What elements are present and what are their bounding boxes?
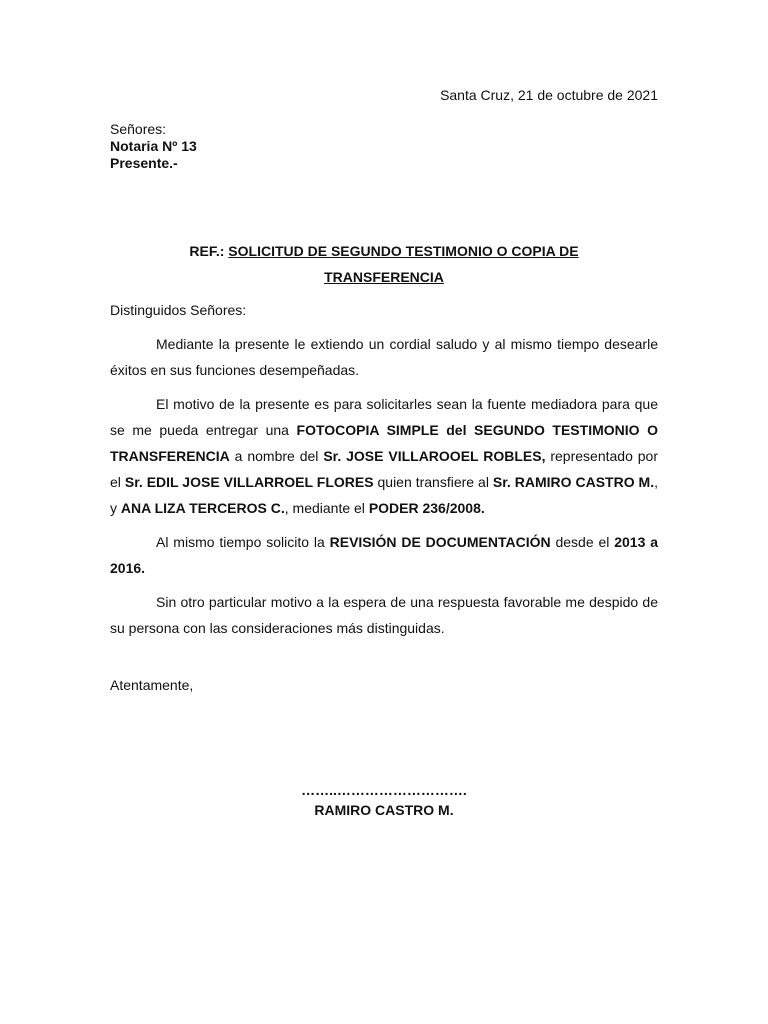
p3-text-1: Al mismo tiempo solicito la xyxy=(156,534,330,550)
reference-line xyxy=(110,238,658,290)
p3-text-2: desde el xyxy=(550,534,615,550)
p2-text-6: , mediante el xyxy=(284,500,369,516)
salutation-to: Señores: xyxy=(110,121,167,137)
addressee-present: Presente.- xyxy=(110,155,178,171)
paragraph-3 xyxy=(110,529,658,581)
letter-date: Santa Cruz, 21 de octubre de 2021 xyxy=(440,87,658,103)
p2-text-3: representado por el xyxy=(110,448,658,490)
p2-bold-3: Sr. EDIL JOSE VILLARROEL FLORES xyxy=(124,474,374,490)
addressee-name: Notaria Nº 13 xyxy=(110,138,197,154)
signature-block xyxy=(0,780,768,820)
p2-text-1: El motivo de la presente es para solicitarles sean la fuente mediadora para que se me pueda entregar una xyxy=(110,396,658,438)
paragraph-2 xyxy=(110,391,658,521)
paragraph-4: Sin otro particular motivo a la espera de una respuesta favorable me despido de su persona con las consideraciones más distinguidas. xyxy=(110,594,658,636)
ref-subject-line1: SOLICITUD DE SEGUNDO TESTIMONIO O COPIA DE xyxy=(228,243,579,259)
p2-bold-2: Sr. JOSE VILLAROOEL ROBLES, xyxy=(323,448,546,464)
p2-bold-5: ANA LIZA TERCEROS C. xyxy=(120,500,285,516)
p3-bold-1: REVISIÓN DE DOCUMENTACIÓN xyxy=(329,534,551,550)
closing: Atentamente, xyxy=(110,677,194,693)
paragraph-1: Mediante la presente le extiendo un cordial saludo y al mismo tiempo desearle éxitos en sus funciones desempeñadas. xyxy=(110,336,658,378)
p2-text-5: , y xyxy=(110,474,658,516)
p2-text-2: a nombre del xyxy=(229,448,324,464)
signature-name: RAMIRO CASTRO M. xyxy=(314,802,454,818)
ref-label: REF.: xyxy=(189,243,225,259)
p2-bold-1: FOTOCOPIA SIMPLE del SEGUNDO TESTIMONIO O TRANSFERENCIA xyxy=(110,422,658,464)
p2-bold-6: PODER 236/2008. xyxy=(368,500,485,516)
p2-text-4: quien transfiere al xyxy=(373,474,493,490)
addressee-block xyxy=(110,121,197,172)
p3-bold-2: 2013 a 2016. xyxy=(110,534,658,576)
signature-line: ……..………………………. xyxy=(301,782,467,798)
letter-body xyxy=(110,297,658,649)
ref-subject-line2: TRANSFERENCIA xyxy=(324,269,444,285)
p2-bold-4: Sr. RAMIRO CASTRO M. xyxy=(492,474,655,490)
greeting: Distinguidos Señores: xyxy=(110,302,247,318)
